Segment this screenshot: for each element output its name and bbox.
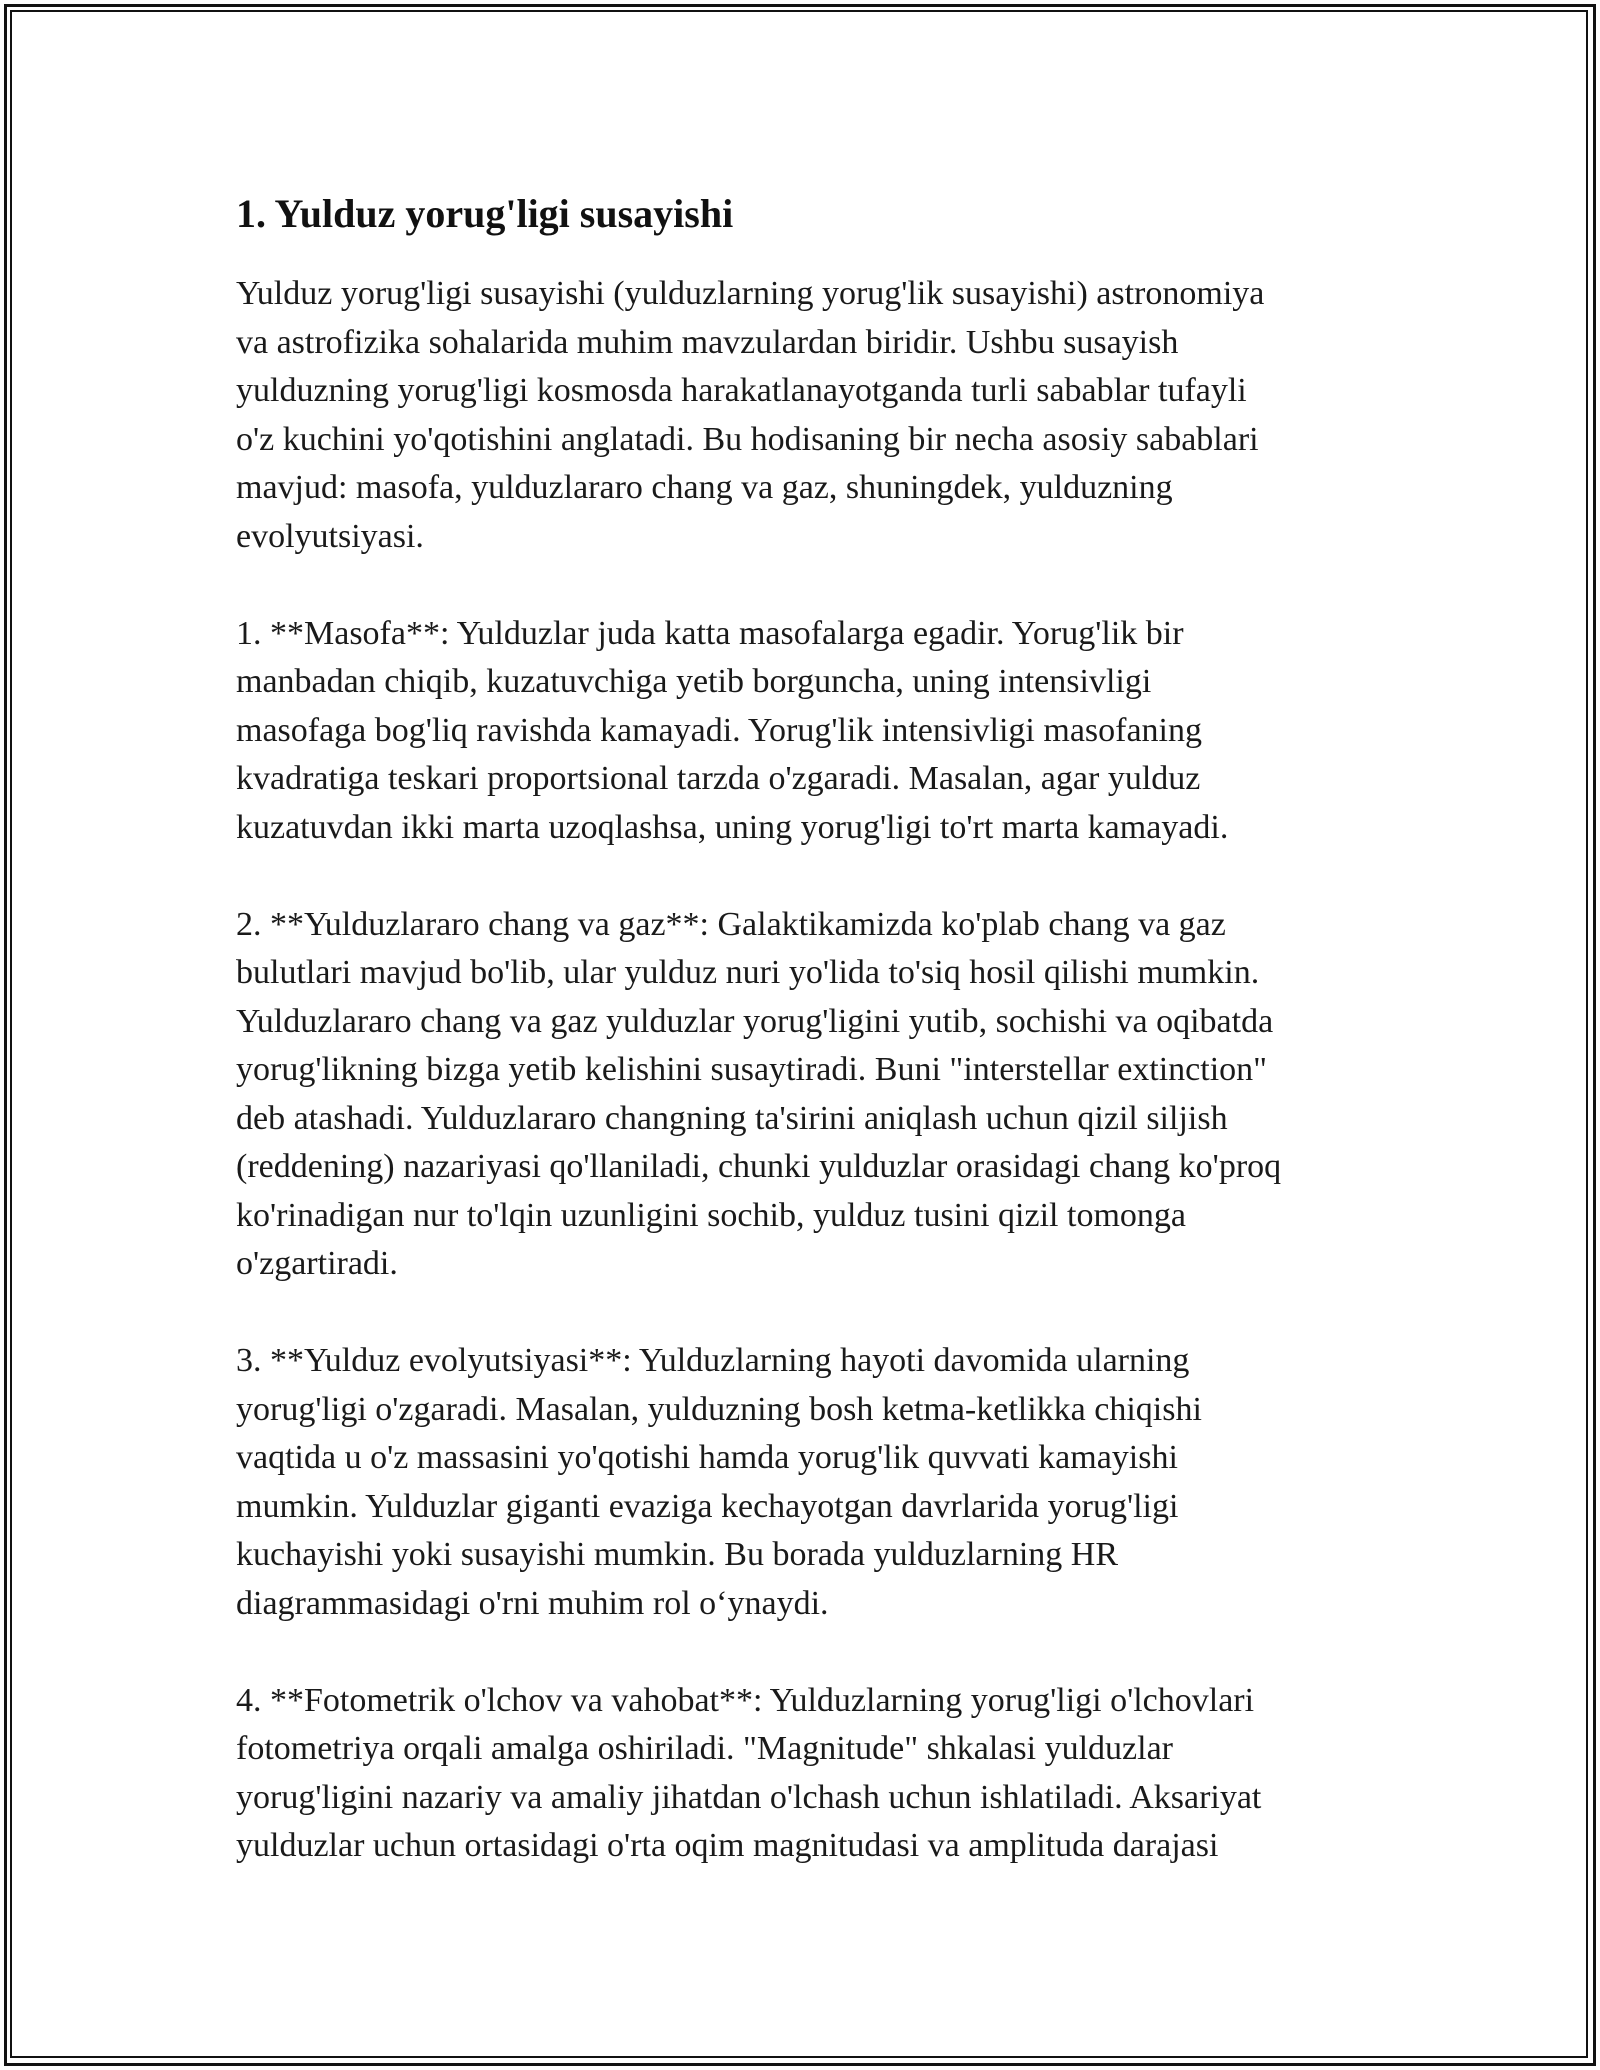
- text-line: masofaga bog'liq ravishda kamayadi. Yorug'lik intensivligi masofaning: [236, 711, 1202, 749]
- text-line: yulduzning yorug'ligi kosmosda harakatlanayotganda turli sabablar tufayli: [236, 372, 1247, 409]
- paragraph-masofa: [236, 610, 1366, 853]
- text-line: 2. **Yulduzlararo chang va gaz**: Galaktikamizda ko'plab chang va gaz: [236, 905, 1226, 943]
- text-line: 4. **Fotometrik o'lchov va vahobat**: Yulduzlarning yorug'ligi o'lchovlari: [236, 1681, 1255, 1719]
- text-line: va astrofizika sohalarida muhim mavzulardan biridir. Ushbu susayish: [236, 323, 1179, 361]
- text-line: Yulduz yorug'ligi susayishi (yulduzlarning yorug'lik susayishi) astronomiya: [236, 275, 1265, 312]
- document-body: [236, 188, 1366, 1871]
- text-line: kuzatuvdan ikki marta uzoqlashsa, uning yorug'ligi to'rt marta kamayadi.: [236, 808, 1229, 846]
- text-line: o'zgartiradi.: [236, 1245, 398, 1282]
- text-line: yorug'ligini nazariy va amaliy jihatdan o'lchash uchun ishlatiladi. Aksariyat: [236, 1778, 1262, 1816]
- text-line: bulutlari mavjud bo'lib, ular yulduz nuri yo'lida to'siq hosil qilishi mumkin.: [236, 954, 1260, 991]
- text-line: (reddening) nazariyasi qo'llaniladi, chunki yulduzlar orasidagi chang ko'proq: [236, 1148, 1282, 1185]
- text-line: mavjud: masofa, yulduzlararo chang va gaz, shuningdek, yulduzning: [236, 469, 1173, 506]
- text-line: 3. **Yulduz evolyutsiyasi**: Yulduzlarning hayoti davomida ularning: [236, 1342, 1190, 1379]
- text-line: ko'rinadigan nur to'lqin uzunligini sochib, yulduz tusini qizil tomonga: [236, 1196, 1186, 1234]
- text-line: mumkin. Yulduzlar giganti evaziga kechayotgan davrlarida yorug'ligi: [236, 1487, 1179, 1525]
- text-line: manbadan chiqib, kuzatuvchiga yetib borguncha, uning intensivligi: [236, 663, 1152, 700]
- paragraph-intro: [236, 270, 1366, 561]
- text-line: diagrammasidagi o'rni muhim rol o‘ynaydi.: [236, 1584, 829, 1622]
- text-line: kvadratiga teskari proportsional tarzda o'zgaradi. Masalan, agar yulduz: [236, 760, 1201, 797]
- text-line: kuchayishi yoki susayishi mumkin. Bu borada yulduzlarning HR: [236, 1536, 1119, 1573]
- text-line: deb atashadi. Yulduzlararo changning ta'sirini aniqlash uchun qizil siljish: [236, 1099, 1228, 1137]
- text-line: 1. **Masofa**: Yulduzlar juda katta masofalarga egadir. Yorug'lik bir: [236, 614, 1184, 652]
- text-line: Yulduzlararo chang va gaz yulduzlar yorug'ligini yutib, sochishi va oqibatda: [236, 1002, 1274, 1040]
- text-line: evolyutsiyasi.: [236, 517, 424, 555]
- text-line: o'z kuchini yo'qotishini anglatadi. Bu hodisaning bir necha asosiy sabablari: [236, 420, 1259, 458]
- document-title: 1. Yulduz yorug'ligi susayishi: [236, 191, 734, 236]
- text-line: yorug'likning bizga yetib kelishini susaytiradi. Buni "interstellar extinction": [236, 1051, 1268, 1088]
- paragraph-fotometrik: [236, 1677, 1366, 1871]
- paragraph-evolyutsiya: [236, 1337, 1366, 1628]
- text-line: yorug'ligi o'zgaradi. Masalan, yulduzning bosh ketma-ketlikka chiqishi: [236, 1390, 1202, 1428]
- text-line: yulduzlar uchun ortasidagi o'rta oqim magnitudasi va amplituda darajasi: [236, 1827, 1219, 1864]
- text-line: fotometriya orqali amalga oshiriladi. "Magnitude" shkalasi yulduzlar: [236, 1730, 1174, 1767]
- paragraph-chang-va-gaz: [236, 901, 1366, 1289]
- text-line: vaqtida u o'z massasini yo'qotishi hamda yorug'lik quvvati kamayishi: [236, 1439, 1178, 1476]
